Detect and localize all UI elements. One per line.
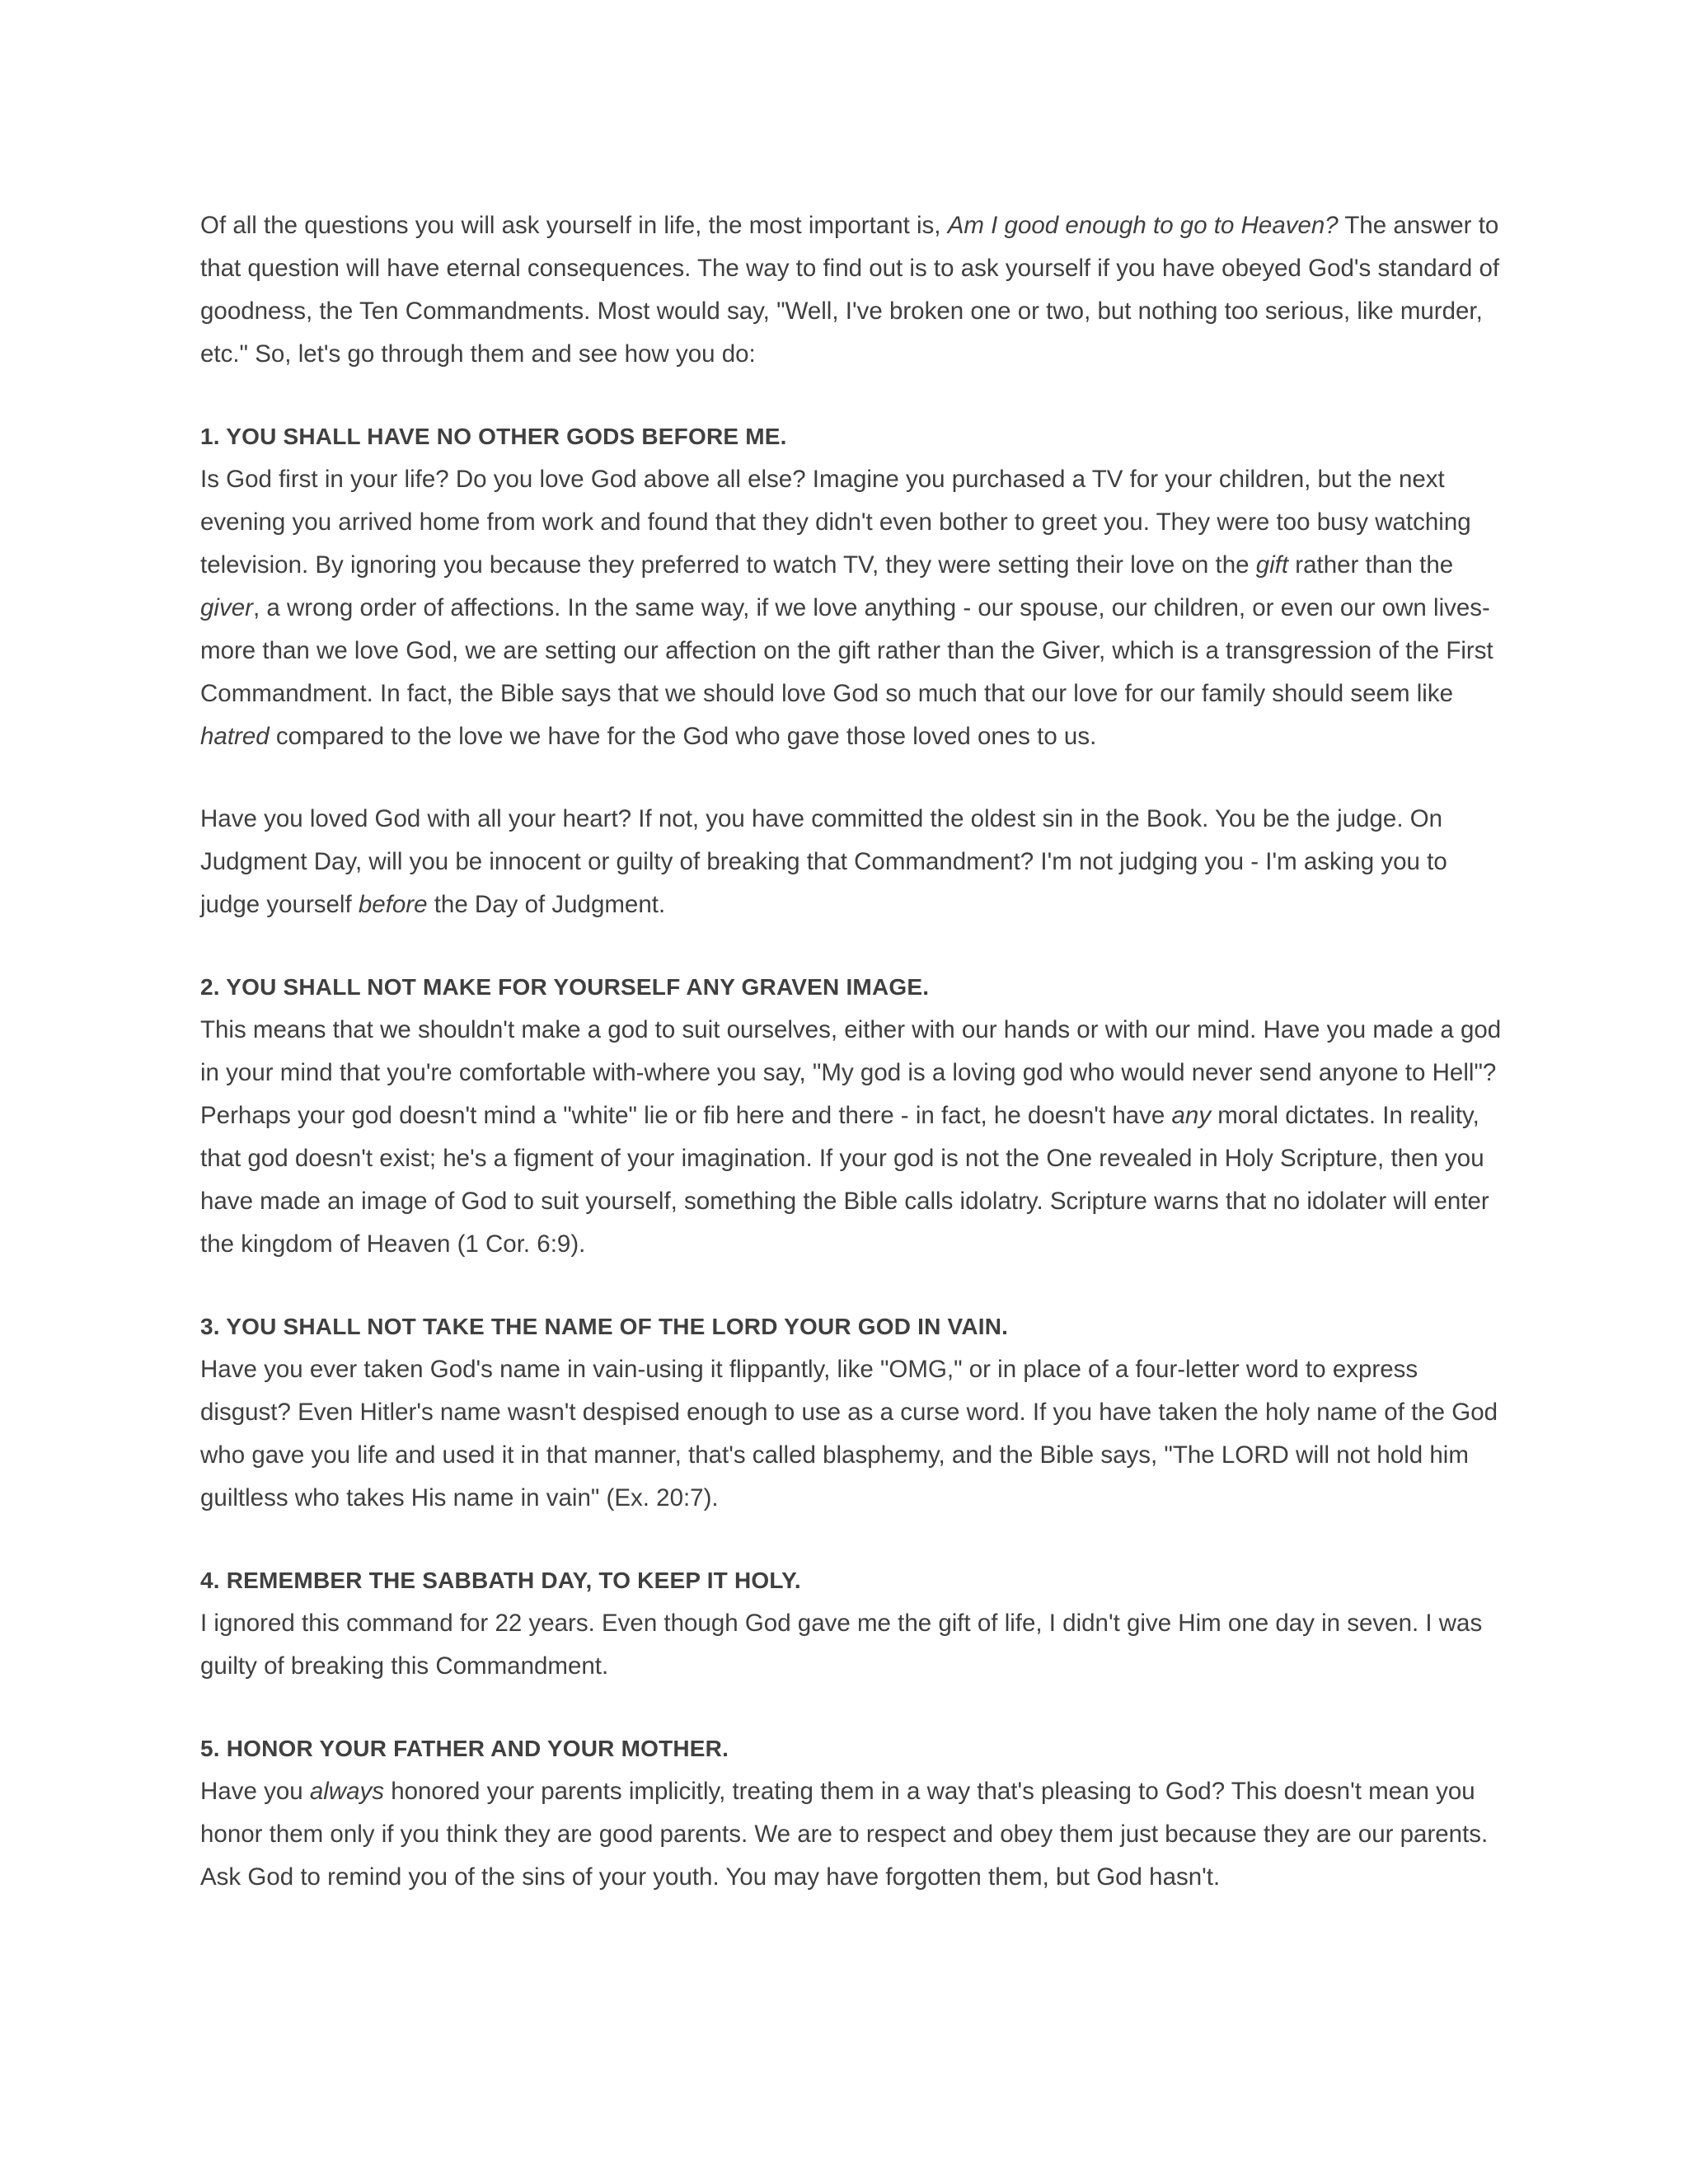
commandment-3-heading: 3. YOU SHALL NOT TAKE THE NAME OF THE LORD YOUR GOD IN VAIN.: [200, 1314, 1009, 1339]
intro-text: Of all the questions you will ask yourself in life, the most important is,: [200, 212, 948, 239]
document-body: [200, 204, 1511, 1938]
commandment-4-paragraph: I ignored this command for 22 years. Even though God gave me the gift of life, I didn't give Him one day in seven. I was guilty of breaking this Commandment.: [200, 1610, 1483, 1680]
commandment-5-paragraph: Have you always honored your parents implicitly, treating them in a way that's pleasing to God? This doesn't mean you honor them only if you think they are good parents. We are to respect and obey them just because they are our parents. Ask God to remind you of the sins of your youth. You may have forgotten them, but God hasn't.: [200, 1778, 1489, 1891]
commandment-1-paragraph-1: Is God first in your life? Do you love God above all else? Imagine you purchased a TV for your children, but the next evening you arrived home from work and found that they didn't even bother to greet you. They were too busy watching television. By ignoring you because they preferred to watch TV, they were setting their love on the gift rather than the giver, a wrong order of affections. In the same way, if we love anything - our spouse, our children, or even our own lives-more than we love God, we are setting our affection on the gift rather than the Giver, which is a transgression of the First Commandment. In fact, the Bible says that we should love God so much that our love for our family should seem like hatred compared to the love we have for the God who gave those loved ones to us.: [200, 466, 1493, 750]
intro-question: Am I good enough to go to Heaven?: [947, 212, 1339, 239]
intro-text-continued: The answer to that question will have eternal consequences. The way to find out is to ask yourself if you have obeyed God's standard of goodness, the Ten Commandments. Most would say, "Well, I've broken one or two, but nothing too serious, like murder, etc." So, let's go through them and see how you do:: [200, 212, 1500, 368]
intro-paragraph: [200, 204, 1511, 376]
commandment-2-heading: 2. YOU SHALL NOT MAKE FOR YOURSELF ANY GRAVEN IMAGE.: [200, 974, 930, 1000]
commandment-5-heading: 5. HONOR YOUR FATHER AND YOUR MOTHER.: [200, 1736, 729, 1761]
commandment-1-heading: 1. YOU SHALL HAVE NO OTHER GODS BEFORE ME.: [200, 424, 787, 449]
commandment-1-paragraph-2: Have you loved God with all your heart? If not, you have committed the oldest sin in the Book. You be the judge. On Judgment Day, will you be innocent or guilty of breaking that Commandment? I'm not judging you - I'm asking you to judge yourself before the Day of Judgment.: [200, 805, 1447, 918]
commandment-4-heading: 4. REMEMBER THE SABBATH DAY, TO KEEP IT HOLY.: [200, 1568, 801, 1593]
commandment-2-paragraph: This means that we shouldn't make a god to suit ourselves, either with our hands or with our mind. Have you made a god in your mind that you're comfortable with-where you say, "My god is a loving god who would never send anyone to Hell"? Perhaps your god doesn't mind a "white" lie or fib here and there - in fact, he doesn't have any moral dictates. In reality, that god doesn't exist; he's a figment of your imagination. If your god is not the One revealed in Holy Scripture, then you have made an image of God to suit yourself, something the Bible calls idolatry. Scripture warns that no idolater will enter the kingdom of Heaven (1 Cor. 6:9).: [200, 1016, 1502, 1258]
commandment-3-paragraph: Have you ever taken God's name in vain-using it flippantly, like "OMG," or in place of a four-letter word to express disgust? Even Hitler's name wasn't despised enough to use as a curse word. If you have taken the holy name of the God who gave you life and used it in that manner, that's called blasphemy, and the Bible says, "The LORD will not hold him guiltless who takes His name in vain" (Ex. 20:7).: [200, 1356, 1498, 1511]
